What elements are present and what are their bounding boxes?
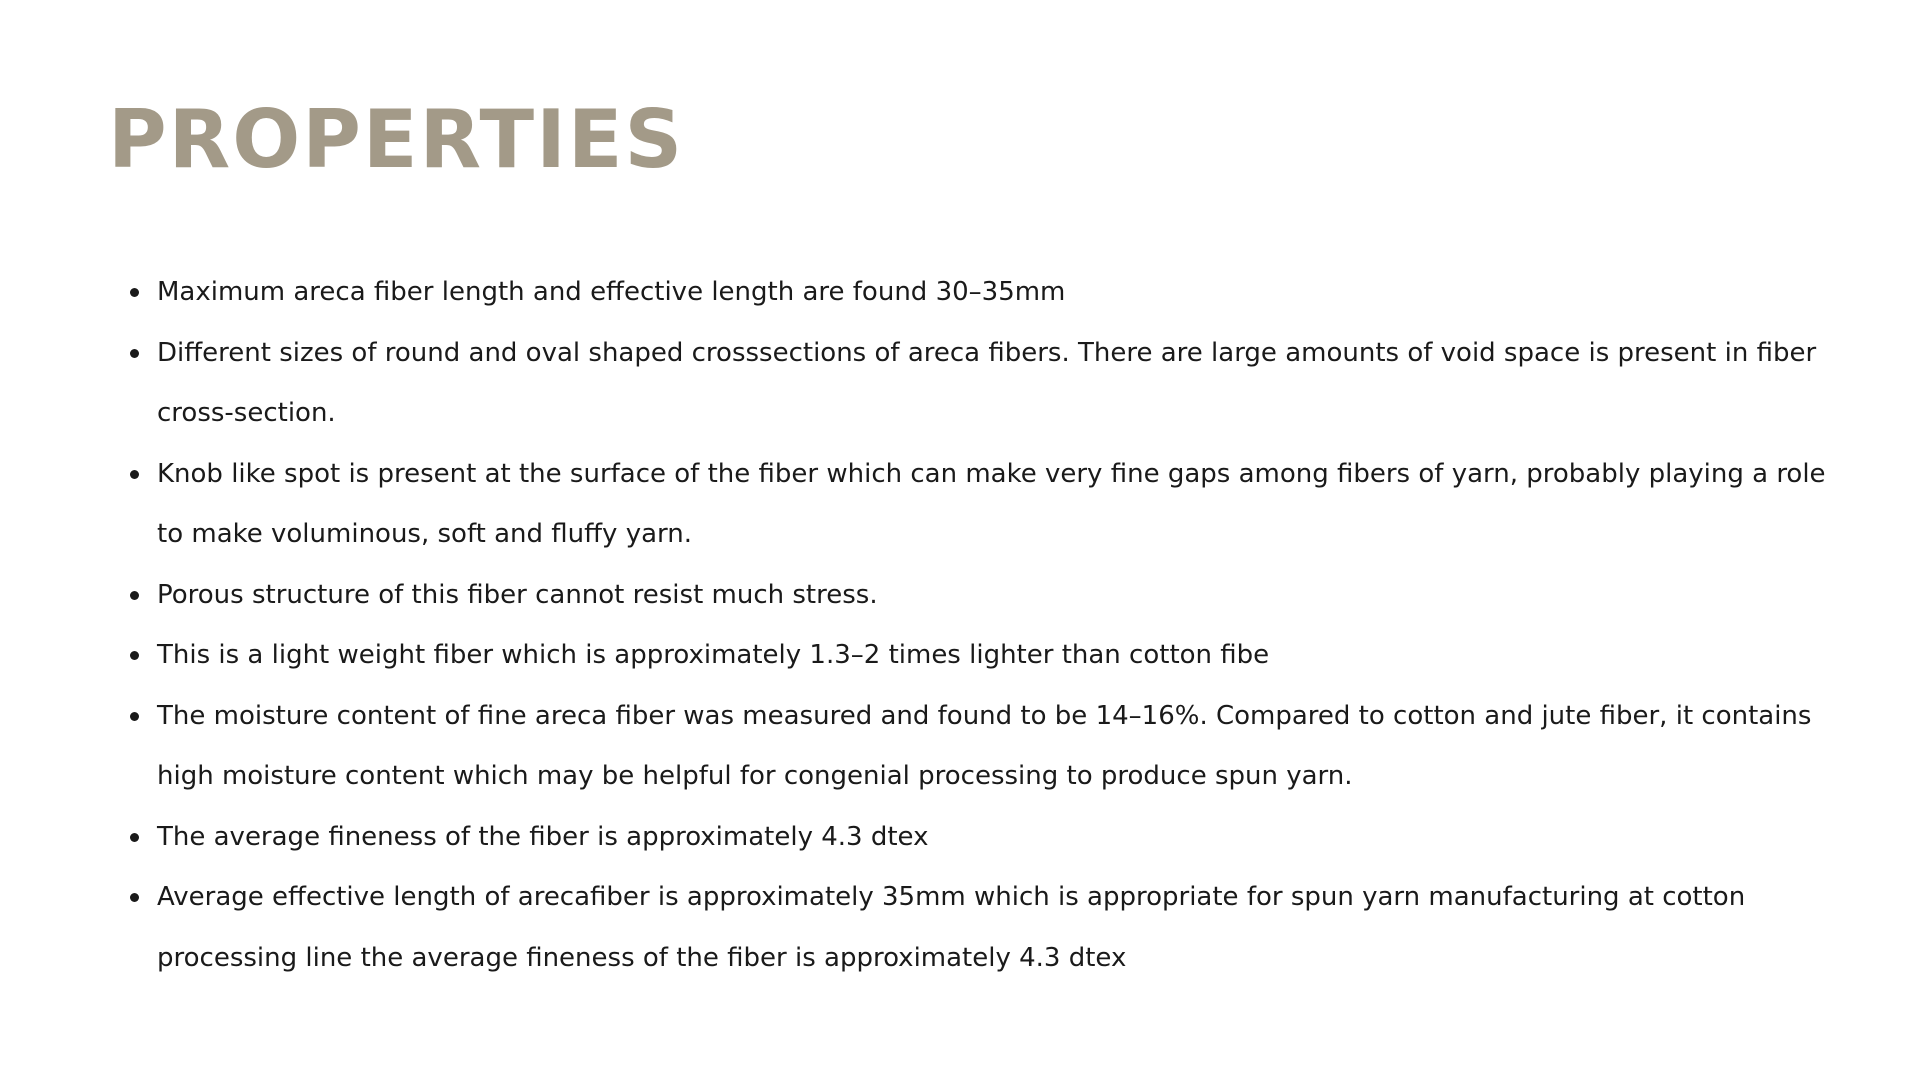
bullet-text: Porous structure of this fiber cannot resist much stress. bbox=[157, 579, 878, 610]
bullet-list bbox=[130, 262, 1830, 988]
bullet-item bbox=[130, 323, 1830, 444]
bullet-item bbox=[130, 867, 1830, 988]
bullet-icon bbox=[130, 288, 139, 297]
bullet-icon bbox=[130, 591, 139, 600]
bullet-text: Maximum areca fiber length and effective length are found 30–35mm bbox=[157, 277, 1066, 307]
bullet-item bbox=[130, 565, 1830, 626]
bullet-icon bbox=[130, 712, 139, 721]
bullet-text: Knob like spot is present at the surface of the fiber which can make very fine gaps among fibers of yarn, probably playing a role to make voluminous, soft and fluffy yarn. bbox=[157, 458, 1826, 549]
bullet-item bbox=[130, 262, 1830, 323]
bullet-item bbox=[130, 807, 1830, 868]
bullet-item bbox=[130, 625, 1830, 686]
bullet-item bbox=[130, 686, 1830, 807]
bullet-icon bbox=[130, 651, 139, 660]
bullet-icon bbox=[130, 470, 139, 479]
bullet-text: The moisture content of fine areca fiber was measured and found to be 14–16%. Compared to cotton and jute fiber, it contains high moisture content which may be helpful for congenial processing to produce spun yarn. bbox=[157, 700, 1812, 791]
bullet-item bbox=[130, 444, 1830, 565]
bullet-text: Average effective length of arecafiber is approximately 35mm which is appropriate for spun yarn manufacturing at cotton processing line the average fineness of the fiber is approximately 4.3 dtex bbox=[157, 882, 1746, 973]
slide-title: PROPERTIES bbox=[108, 93, 685, 186]
bullet-text: Different sizes of round and oval shaped crosssections of areca fibers. There are large amounts of void space is present in fiber cross-section. bbox=[157, 337, 1817, 428]
bullet-text: This is a light weight fiber which is approximately 1.3–2 times lighter than cotton fibe bbox=[157, 640, 1270, 670]
bullet-icon bbox=[130, 833, 139, 842]
bullet-icon bbox=[130, 349, 139, 358]
bullet-text: The average fineness of the fiber is approximately 4.3 dtex bbox=[157, 821, 929, 852]
bullet-icon bbox=[130, 893, 139, 902]
